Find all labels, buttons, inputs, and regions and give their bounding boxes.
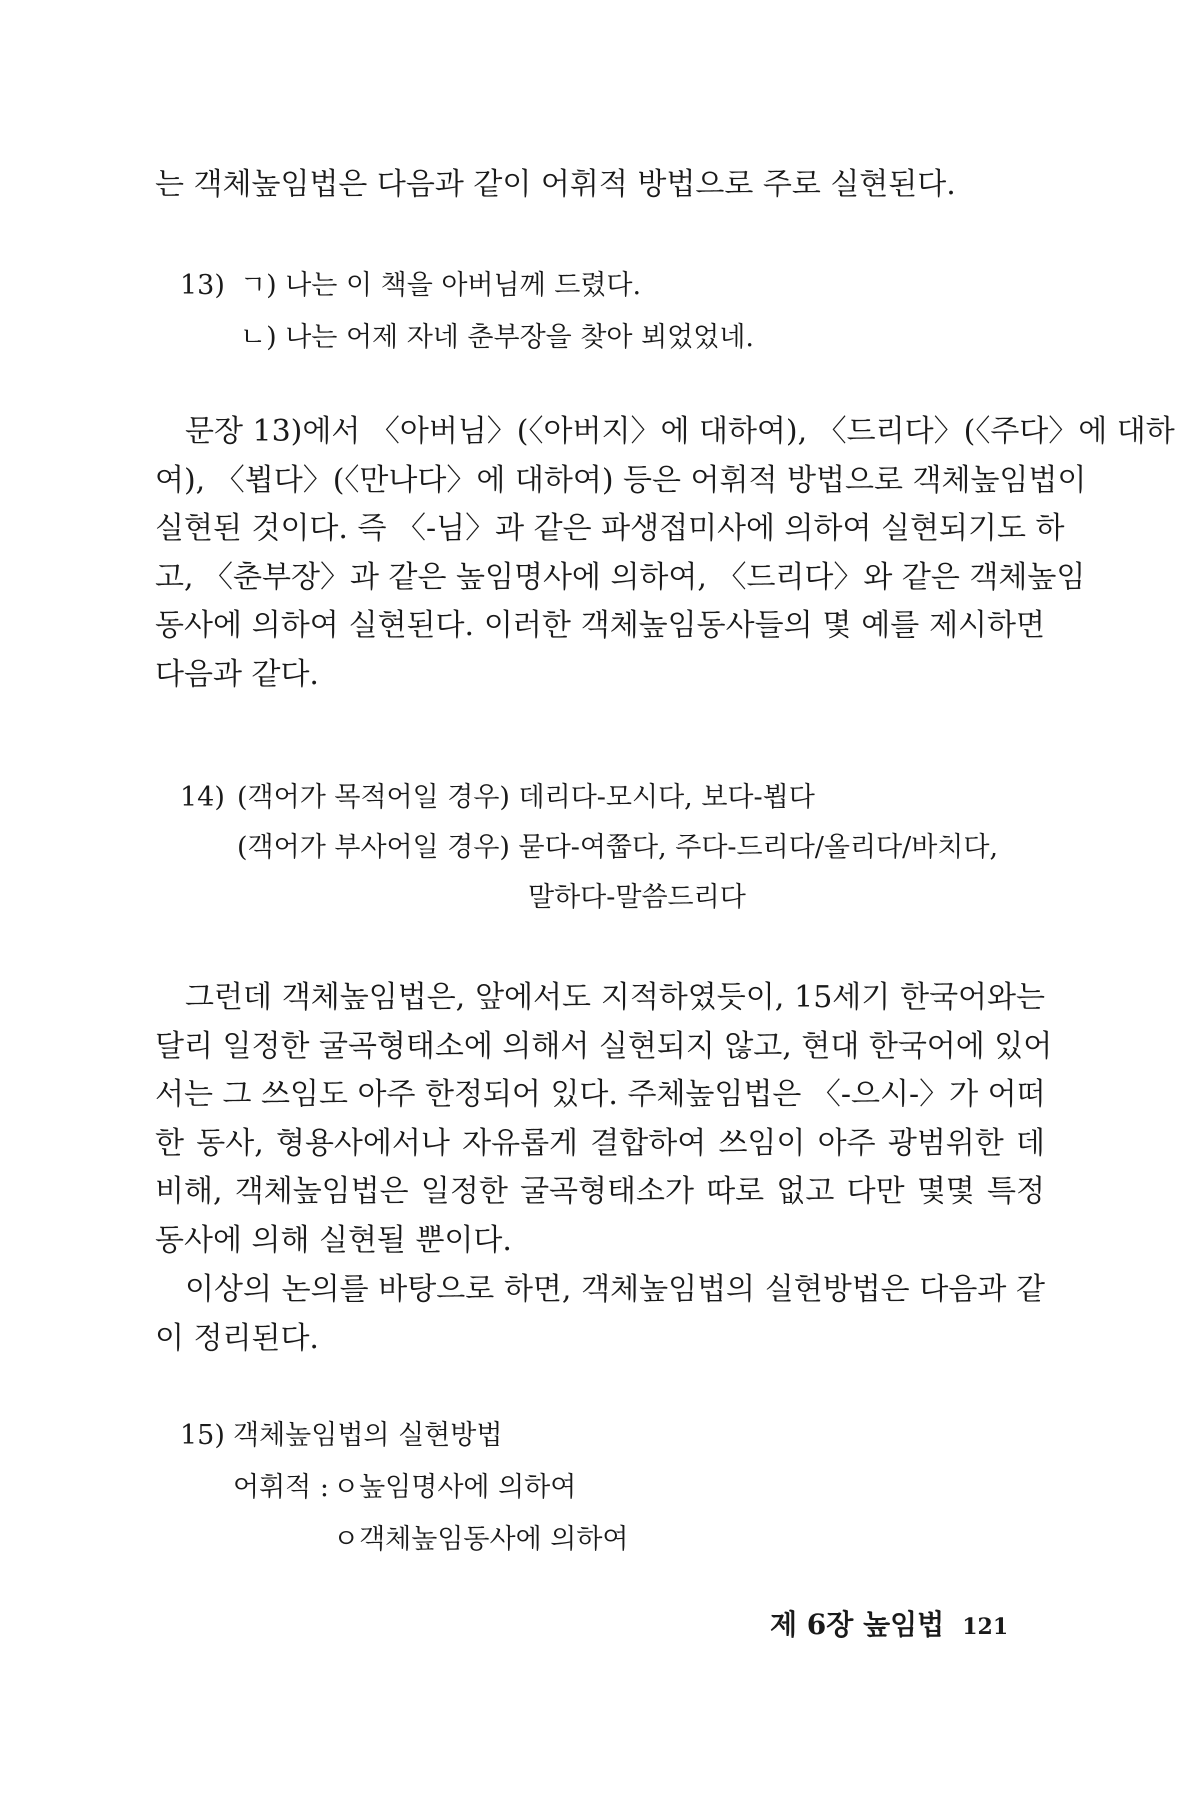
paragraph-1-line: 다음과 같다. [155, 656, 319, 692]
example-14-number: 14) [180, 782, 225, 813]
paragraph-3-line: 이상의 논의를 바탕으로 하면, 객체높임법의 실현방법은 다음과 같 [185, 1272, 1045, 1307]
example-14-line3: 말하다-말씀드리다 [528, 882, 746, 913]
example-15-number: 15) [180, 1420, 225, 1451]
paragraph-3 [155, 1266, 1045, 1363]
paragraph-1-line: 문장 13)에서 〈아버님〉(〈아버지〉에 대하여), 〈드리다〉(〈주다〉에 대하 [185, 414, 1175, 449]
paragraph-1 [155, 408, 1175, 700]
page-footer [770, 1605, 1008, 1647]
paragraph-2-line: 비해, 객체높임법은 일정한 굴곡형태소가 따로 없고 다만 몇몇 특정 [155, 1174, 1045, 1210]
paragraph-2-line: 서는 그 쓰임도 아주 한정되어 있다. 주체높임법은 〈-으시-〉가 어떠 [155, 1077, 1046, 1113]
paragraph-1-line: 고, 〈춘부장〉과 같은 높임명사에 의하여, 〈드리다〉와 같은 객체높임 [155, 559, 1086, 595]
paragraph-3-line: 이 정리된다. [155, 1320, 319, 1356]
page-number: 121 [962, 1614, 1009, 1640]
example-13b: ㄴ) 나는 어제 자네 춘부장을 찾아 뵈었었네. [240, 322, 755, 353]
example-14-line1: (객어가 목적어일 경우) 데리다-모시다, 보다-뵙다 [237, 782, 815, 813]
paragraph-1-line: 여), 〈뵙다〉(〈만나다〉에 대하여) 등은 어휘적 방법으로 객체높임법이 [155, 462, 1087, 498]
example-13-number: 13) [180, 270, 225, 301]
example-13a: ㄱ) 나는 이 책을 아버님께 드렸다. [240, 270, 642, 301]
paragraph-1-line: 동사에 의하여 실현된다. 이러한 객체높임동사들의 몇 예를 제시하면 [155, 608, 1045, 644]
paragraph-2-line: 한 동사, 형용사에서나 자유롭게 결합하여 쓰임이 아주 광범위한 데 [155, 1125, 1045, 1161]
paragraph-2-line: 동사에 의해 실현될 뿐이다. [155, 1222, 512, 1258]
example-15-item2: ㅇ객체높임동사에 의하여 [333, 1524, 629, 1555]
example-15-item1: ㅇ높임명사에 의하여 [333, 1472, 577, 1503]
intro-line: 는 객체높임법은 다음과 같이 어휘적 방법으로 주로 실현된다. [155, 167, 956, 202]
example-14-line2: (객어가 부사어일 경우) 묻다-여쭙다, 주다-드리다/올리다/바치다, [237, 832, 999, 863]
paragraph-2-line: 그런데 객체높임법은, 앞에서도 지적하였듯이, 15세기 한국어와는 [185, 980, 1045, 1015]
chapter-title: 제 6장 높임법 [770, 1608, 945, 1641]
paragraph-2 [155, 974, 1053, 1266]
paragraph-2-line: 달리 일정한 굴곡형태소에 의해서 실현되지 않고, 현대 한국어에 있어 [155, 1028, 1053, 1064]
example-15-title: 객체높임법의 실현방법 [233, 1420, 503, 1451]
paragraph-1-line: 실현된 것이다. 즉 〈-님〉과 같은 파생접미사에 의하여 실현되기도 하 [155, 511, 1065, 547]
example-15-label: 어휘적 : [233, 1472, 329, 1503]
